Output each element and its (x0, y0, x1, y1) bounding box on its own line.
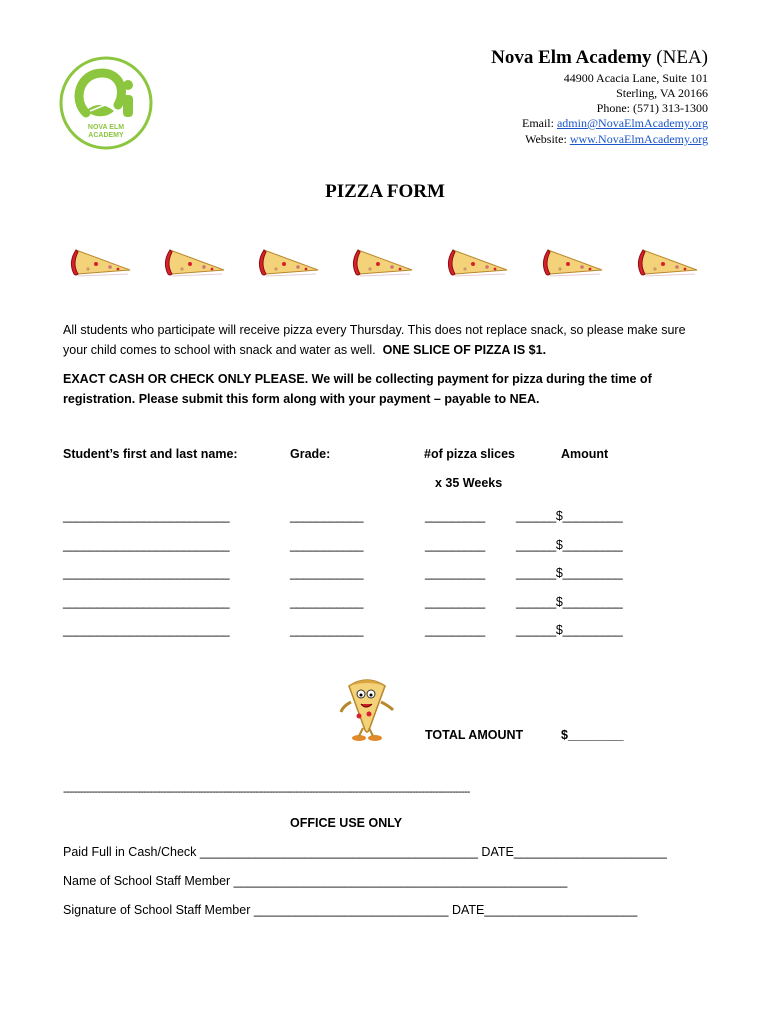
row-5-name-field[interactable]: _________________________ (63, 623, 230, 637)
row-4-grade-field[interactable]: ___________ (290, 595, 364, 609)
pizza-slice-icon (633, 242, 699, 286)
row-3-slices-field[interactable]: _________ (425, 566, 485, 580)
phone: Phone: (571) 313-1300 (596, 101, 708, 115)
price-note: ONE SLICE OF PIZZA IS $1. (382, 343, 547, 357)
row-2-name-field[interactable]: _________________________ (63, 538, 230, 552)
total-label: TOTAL AMOUNT (425, 728, 524, 742)
header-slices: #of pizza slices (424, 447, 516, 461)
header-amount: Amount (561, 447, 609, 461)
header-weeks: x 35 Weeks (435, 476, 503, 490)
row-5-grade-field[interactable]: ___________ (290, 623, 364, 637)
pizza-slice-icon (254, 242, 320, 286)
signature-line[interactable]: Signature of School Staff Member ____________________________ DATE______________________ (63, 903, 638, 917)
pizza-slice-icon (538, 242, 604, 286)
address-line-1: 44900 Acacia Lane, Suite 101 (563, 71, 708, 85)
paid-line[interactable]: Paid Full in Cash/Check ________________________________________ DATE______________________ (63, 845, 667, 859)
email-link[interactable]: admin@NovaElmAcademy.org (556, 116, 708, 130)
row-2-slices-field[interactable]: _________ (425, 538, 485, 552)
payment-note: EXACT CASH OR CHECK ONLY PLEASE. We will be collecting payment for pizza during the time of registration. Please submit this form along with your payment – payable to NEA. (63, 372, 652, 406)
header-grade: Grade: (290, 447, 331, 461)
row-3-grade-field[interactable]: ___________ (290, 566, 364, 580)
row-3-name-field[interactable]: _________________________ (63, 566, 230, 580)
pizza-mascot-icon (337, 672, 397, 744)
row-5-amount-field[interactable]: ______$_________ (516, 623, 623, 637)
row-3-amount-field[interactable]: ______$_________ (516, 566, 623, 580)
pizza-slice-icon (66, 242, 132, 286)
website-line: Website: www.NovaElmAcademy.org (525, 132, 708, 146)
row-4-name-field[interactable]: _________________________ (63, 595, 230, 609)
row-1-slices-field[interactable]: _________ (425, 509, 485, 523)
row-4-slices-field[interactable]: _________ (425, 595, 485, 609)
pizza-slice-icon (443, 242, 509, 286)
row-2-grade-field[interactable]: ___________ (290, 538, 364, 552)
logo-text-2: ACADEMY (88, 132, 124, 139)
row-4-amount-field[interactable]: ______$_________ (516, 595, 623, 609)
academy-logo (58, 55, 154, 151)
total-value[interactable]: $________ (561, 728, 624, 742)
row-5-slices-field[interactable]: _________ (425, 623, 485, 637)
pizza-slice-icon (160, 242, 226, 286)
org-name: Nova Elm Academy (NEA) (491, 47, 708, 68)
row-2-amount-field[interactable]: ______$_________ (516, 538, 623, 552)
logo-text-1: NOVA ELM (87, 124, 125, 131)
website-link[interactable]: www.NovaElmAcademy.org (569, 132, 708, 146)
header-name: Student’s first and last name: (63, 447, 238, 461)
staff-name-line[interactable]: Name of School Staff Member ________________________________________________ (63, 874, 568, 888)
email-line: Email: admin@NovaElmAcademy.org (521, 116, 708, 130)
page-title: PIZZA FORM (325, 181, 445, 202)
address-line-2: Sterling, VA 20166 (616, 86, 708, 100)
row-1-grade-field[interactable]: ___________ (290, 509, 364, 523)
row-1-name-field[interactable]: _________________________ (63, 509, 230, 523)
intro-paragraph: All students who participate will receive pizza every Thursday. This does not replace snack, so please make sure your child comes to school with snack and water as well. ONE SLICE OF PIZZA IS $1. (63, 323, 686, 357)
office-heading: OFFICE USE ONLY (290, 816, 403, 830)
pizza-slice-icon (348, 242, 414, 286)
divider: ---------------------------------------------------------------------------------------------------------------------------------------------- (63, 786, 470, 798)
row-1-amount-field[interactable]: ______$_________ (516, 509, 623, 523)
